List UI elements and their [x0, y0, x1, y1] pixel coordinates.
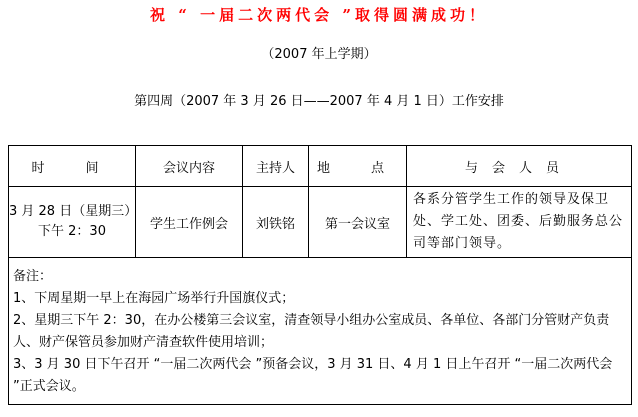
notes-title: 备注： [13, 268, 53, 284]
notes-row [9, 258, 632, 405]
header-place: 地 点 [309, 146, 407, 187]
week-title: 第四周（2007 年 3 月 26 日——2007 年 4 月 1 日）工作安排 [134, 94, 504, 109]
meeting-date: 3 月 28 日（星期三） [9, 204, 138, 219]
header-content: 会议内容 [136, 146, 243, 187]
cell-content: 学生工作例会 [136, 187, 243, 258]
cell-place: 第一会议室 [309, 187, 407, 258]
header-time: 时 间 [9, 146, 136, 187]
note-item-2: 2、星期三下午 2：30，在办公楼第三会议室，清查领导小组办公室成员、各单位、各部门分管财产负责人、财产保管员参加财产清查软件使用培训； [13, 312, 610, 350]
schedule-table [8, 145, 632, 405]
headline: 祝 “ 一届二次两代会 ”取得圆满成功！ [150, 6, 488, 24]
note-item-3: 3、3 月 30 日下午召开 “一届二次两代会 ”预备会议，3 月 31 日、4 月 1 日上午召开 “一届二次两代会 ”正式会议。 [13, 356, 613, 394]
cell-time [9, 187, 136, 258]
cell-attendees: 各系分管学生工作的领导及保卫处、学工处、团委、后勤服务总公司等部门领导。 [407, 187, 632, 258]
table-row [9, 187, 632, 258]
header-host: 主持人 [243, 146, 309, 187]
notes-cell [9, 258, 632, 405]
table-header-row [9, 146, 632, 187]
semester-subtitle: （2007 年上学期） [261, 47, 377, 62]
cell-host: 刘铁铭 [243, 187, 309, 258]
header-attendees: 与会人员 [407, 146, 632, 187]
note-item-1: 1、下周星期一早上在海园广场举行升国旗仪式； [13, 290, 295, 306]
meeting-time: 下午 2：30 [38, 224, 106, 239]
